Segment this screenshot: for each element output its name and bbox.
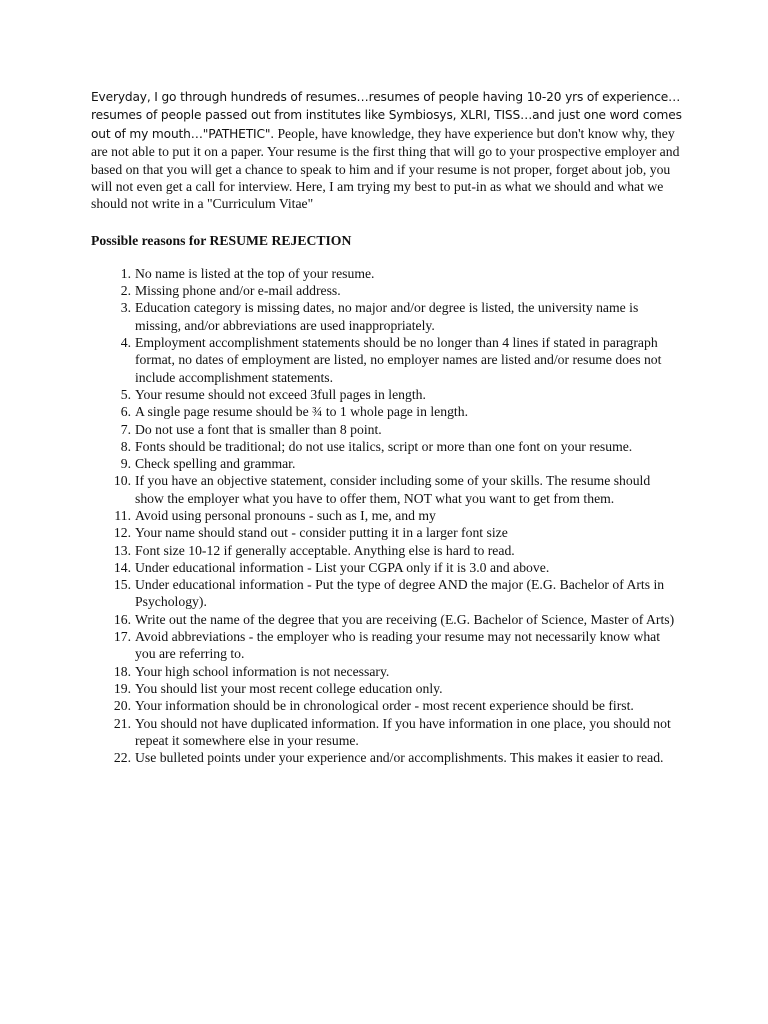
list-item-number: 19. xyxy=(113,680,131,696)
list-item-text: Do not use a font that is smaller than 8 point. xyxy=(135,421,382,437)
list-item xyxy=(91,403,682,420)
list-item-text: No name is listed at the top of your resume. xyxy=(135,265,375,281)
list-item xyxy=(91,472,682,507)
list-item-number: 6. xyxy=(120,404,131,420)
list-item-number: 16. xyxy=(113,611,131,627)
list-item-number: 22. xyxy=(113,750,131,766)
rejection-reasons-list xyxy=(91,265,682,767)
list-item-text: Under educational information - List your CGPA only if it is 3.0 and above. xyxy=(135,559,550,575)
list-item xyxy=(91,715,682,750)
list-item-number: 8. xyxy=(120,438,131,454)
list-item xyxy=(91,524,682,541)
list-item xyxy=(91,386,682,403)
list-item-number: 14. xyxy=(113,559,131,575)
list-item xyxy=(91,507,682,524)
list-item-text: If you have an objective statement, consider including some of your skills. The resume should show the employer what you have to offer them, NOT what you want to get from them. xyxy=(135,473,651,506)
list-item-text: Write out the name of the degree that you are receiving (E.G. Bachelor of Science, Master of Arts) xyxy=(135,611,675,627)
list-item-number: 1. xyxy=(120,265,131,281)
intro-paragraph xyxy=(91,88,683,213)
list-item-text: Your resume should not exceed 3full pages in length. xyxy=(135,386,426,402)
list-item xyxy=(91,438,682,455)
list-item-number: 13. xyxy=(113,542,131,558)
list-item xyxy=(91,749,682,766)
list-item-number: 5. xyxy=(120,386,131,402)
list-item xyxy=(91,334,682,386)
list-item-text: Education category is missing dates, no major and/or degree is listed, the university name is missing, and/or abbreviations are used inappropriately. xyxy=(135,300,639,333)
list-item xyxy=(91,559,682,576)
list-item xyxy=(91,680,682,697)
list-item-number: 18. xyxy=(113,663,131,679)
list-item xyxy=(91,299,682,334)
list-item xyxy=(91,628,682,663)
list-item-number: 21. xyxy=(113,715,131,731)
list-item xyxy=(91,542,682,559)
list-item-text: Your name should stand out - consider putting it in a larger font size xyxy=(135,525,508,541)
intro-sans-text: Everyday, I go through hundreds of resumes…resumes of people having 10-20 yrs of experience…resumes of people passed out from institutes like Symbiosys, XLRI, TISS…and just one word comes out of my mouth…"PATHETIC". xyxy=(91,90,682,141)
list-item-number: 9. xyxy=(120,456,131,472)
list-item-number: 7. xyxy=(120,421,131,437)
section-heading: Possible reasons for RESUME REJECTION xyxy=(91,232,352,248)
list-item xyxy=(91,663,682,680)
list-item-text: Missing phone and/or e-mail address. xyxy=(135,283,341,299)
list-item xyxy=(91,282,682,299)
list-item xyxy=(91,421,682,438)
list-item-text: A single page resume should be ¾ to 1 whole page in length. xyxy=(135,404,468,420)
list-item xyxy=(91,611,682,628)
list-item xyxy=(91,455,682,472)
intro-serif-text: People, have knowledge, they have experience but don't know why, they are not able to put it on a paper. Your resume is the first thing that will go to your prospective employer and based on that you will get a chance to speak to him and if your resume is not proper, forget about job, you will not even get a call for interview. Here, I am trying my best to put-in as what we should and what we should not write in a "Curriculum Vitae" xyxy=(91,125,680,212)
list-item-text: Fonts should be traditional; do not use italics, script or more than one font on your resume. xyxy=(135,438,633,454)
list-item xyxy=(91,265,682,282)
list-item-number: 3. xyxy=(120,300,131,316)
list-item-text: Avoid abbreviations - the employer who is reading your resume may not necessarily know what you are referring to. xyxy=(135,629,661,662)
list-item-number: 17. xyxy=(113,629,131,645)
list-item-text: You should not have duplicated information. If you have information in one place, you should not repeat it somewhere else in your resume. xyxy=(135,715,671,748)
list-item-text: You should list your most recent college education only. xyxy=(135,680,443,696)
list-item-number: 10. xyxy=(113,473,131,489)
list-item-number: 12. xyxy=(113,525,131,541)
list-item xyxy=(91,576,682,611)
list-item-text: Avoid using personal pronouns - such as I, me, and my xyxy=(135,508,436,523)
list-item xyxy=(91,697,682,714)
list-item-text: Check spelling and grammar. xyxy=(135,456,296,472)
list-item-number: 15. xyxy=(113,577,131,593)
list-item-text: Use bulleted points under your experience and/or accomplishments. This makes it easier to read. xyxy=(135,750,664,766)
list-item-text: Your information should be in chronological order - most recent experience should be first. xyxy=(135,698,634,714)
list-item-text: Under educational information - Put the type of degree AND the major (E.G. Bachelor of Arts in Psychology). xyxy=(135,577,665,610)
list-item-number: 20. xyxy=(113,698,131,714)
list-item-text: Employment accomplishment statements should be no longer than 4 lines if stated in paragraph format, no dates of employment are listed, no employer names are listed and/or resume does not include accomplishment statements. xyxy=(135,335,662,385)
list-item-number: 4. xyxy=(120,335,131,351)
list-item-text: Your high school information is not necessary. xyxy=(135,663,390,679)
list-item-number: 2. xyxy=(120,283,131,299)
list-item-number: 11. xyxy=(114,508,131,523)
list-item-text: Font size 10-12 if generally acceptable. Anything else is hard to read. xyxy=(135,542,515,558)
